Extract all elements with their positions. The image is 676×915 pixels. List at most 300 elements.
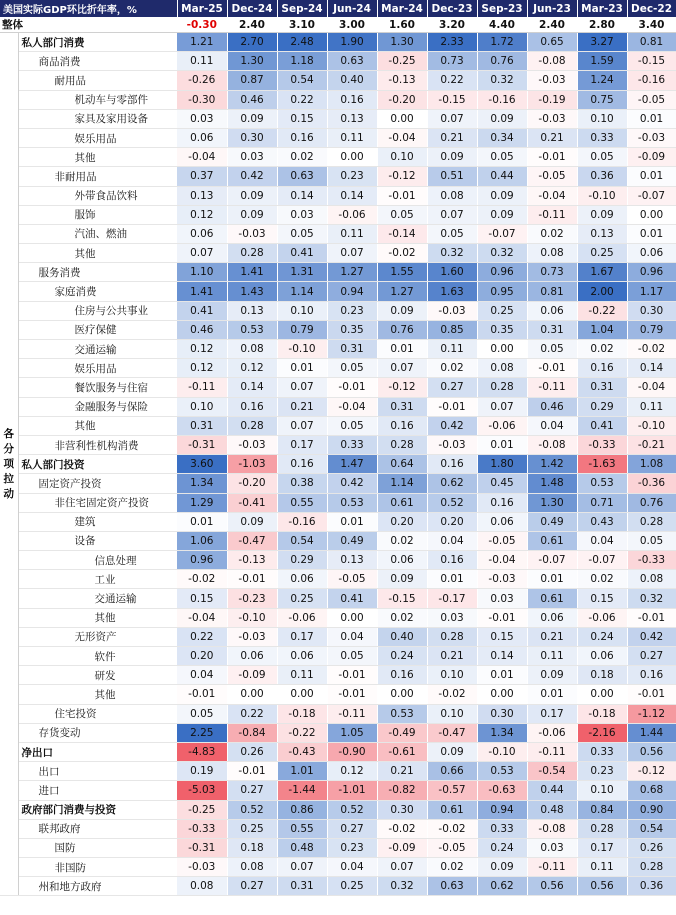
value-cell: 0.00 [377, 109, 427, 128]
value-cell: -0.01 [327, 666, 377, 685]
value-cell: 0.21 [527, 128, 577, 147]
value-cell: 0.13 [177, 186, 227, 205]
value-cell: 0.07 [177, 244, 227, 263]
value-cell: 0.01 [527, 570, 577, 589]
row-label: 机动车与零部件 [18, 90, 177, 109]
value-cell: 0.26 [627, 838, 676, 857]
row-label: 私人部门消费 [18, 33, 177, 52]
value-cell: 0.01 [477, 435, 527, 454]
value-cell: 0.00 [477, 340, 527, 359]
value-cell: 0.07 [427, 109, 477, 128]
value-cell: 0.11 [327, 224, 377, 243]
value-cell: 0.09 [377, 301, 427, 320]
value-cell: 0.16 [277, 128, 327, 147]
value-cell: 1.63 [427, 282, 477, 301]
value-cell: 0.02 [277, 148, 327, 167]
value-cell: 0.09 [477, 858, 527, 877]
table-row [0, 493, 676, 512]
value-cell: 0.20 [377, 512, 427, 531]
period-header: Mar-25 [177, 0, 227, 17]
value-cell: 0.05 [477, 148, 527, 167]
value-cell: 0.10 [577, 109, 627, 128]
value-cell: 1.80 [477, 455, 527, 474]
value-cell: -0.03 [227, 627, 277, 646]
table-row [0, 435, 676, 454]
value-cell: 1.14 [377, 474, 427, 493]
value-cell: -0.41 [227, 493, 277, 512]
value-cell: 0.09 [477, 205, 527, 224]
value-cell: -0.04 [177, 608, 227, 627]
value-cell: 0.09 [227, 109, 277, 128]
table-title: 美国实际GDP环比折年率，% [0, 0, 177, 17]
value-cell: -0.36 [627, 474, 676, 493]
value-cell: 0.52 [427, 493, 477, 512]
value-cell: 0.28 [227, 244, 277, 263]
value-cell: 0.00 [577, 685, 627, 704]
period-header: Jun-24 [327, 0, 377, 17]
value-cell: 0.06 [627, 244, 676, 263]
value-cell: -0.06 [327, 205, 377, 224]
value-cell: 0.11 [277, 666, 327, 685]
value-cell: 0.44 [477, 167, 527, 186]
value-cell: -0.01 [227, 762, 277, 781]
value-cell: 0.26 [227, 742, 277, 761]
value-cell: -1.63 [577, 455, 627, 474]
value-cell: 0.22 [427, 71, 477, 90]
value-cell: 1.42 [527, 455, 577, 474]
value-cell: -0.07 [527, 551, 577, 570]
value-cell: -0.03 [527, 109, 577, 128]
value-cell: 0.45 [477, 474, 527, 493]
value-cell: 0.05 [177, 704, 227, 723]
value-cell: 0.06 [377, 551, 427, 570]
value-cell: -0.02 [427, 685, 477, 704]
value-cell: 0.16 [577, 359, 627, 378]
value-cell: 0.54 [627, 819, 676, 838]
value-cell: 0.04 [327, 627, 377, 646]
table-row [0, 551, 676, 570]
value-cell: -0.03 [627, 128, 676, 147]
value-cell: 0.65 [527, 33, 577, 52]
value-cell: 0.28 [377, 435, 427, 454]
table-row [0, 205, 676, 224]
value-cell: 0.96 [177, 551, 227, 570]
value-cell: 0.71 [577, 493, 627, 512]
table-row [0, 570, 676, 589]
value-cell: -0.04 [177, 148, 227, 167]
period-header: Mar-24 [377, 0, 427, 17]
value-cell: 0.01 [477, 666, 527, 685]
row-label: 固定资产投资 [18, 474, 177, 493]
value-cell: -0.30 [177, 90, 227, 109]
value-cell: 0.07 [377, 858, 427, 877]
value-cell: 0.09 [527, 666, 577, 685]
value-cell: 0.62 [427, 474, 477, 493]
value-cell: 0.29 [277, 551, 327, 570]
overall-value: 2.40 [227, 17, 277, 33]
value-cell: -0.31 [177, 435, 227, 454]
value-cell: -0.11 [527, 378, 577, 397]
value-cell: 0.15 [577, 589, 627, 608]
value-cell: 0.01 [377, 340, 427, 359]
value-cell: 0.08 [227, 858, 277, 877]
value-cell: 0.52 [327, 800, 377, 819]
value-cell: 0.05 [277, 224, 327, 243]
value-cell: -0.63 [477, 781, 527, 800]
value-cell: 0.84 [577, 800, 627, 819]
value-cell: 0.06 [177, 224, 227, 243]
value-cell: -0.04 [477, 551, 527, 570]
value-cell: 0.14 [327, 186, 377, 205]
table-row [0, 531, 676, 550]
value-cell: 0.25 [327, 877, 377, 896]
row-label: 其他 [18, 244, 177, 263]
value-cell: 0.75 [577, 90, 627, 109]
value-cell: 0.09 [227, 186, 277, 205]
value-cell: 0.27 [227, 781, 277, 800]
value-cell: 0.09 [377, 570, 427, 589]
row-label: 信息处理 [18, 551, 177, 570]
row-label: 家具及家用设备 [18, 109, 177, 128]
value-cell: -0.15 [627, 52, 676, 71]
value-cell: 0.68 [627, 781, 676, 800]
value-cell: 0.38 [277, 474, 327, 493]
value-cell: 0.11 [177, 52, 227, 71]
value-cell: 0.07 [277, 416, 327, 435]
value-cell: 0.79 [277, 320, 327, 339]
table-row [0, 244, 676, 263]
value-cell: 0.00 [277, 685, 327, 704]
value-cell: -0.16 [627, 71, 676, 90]
value-cell: 0.30 [227, 128, 277, 147]
value-cell: 1.14 [277, 282, 327, 301]
value-cell: 0.25 [277, 589, 327, 608]
value-cell: -0.10 [227, 608, 277, 627]
value-cell: 0.06 [577, 647, 627, 666]
value-cell: 0.02 [577, 340, 627, 359]
row-label: 进口 [18, 781, 177, 800]
value-cell: 0.12 [227, 359, 277, 378]
value-cell: 0.24 [477, 838, 527, 857]
value-cell: 1.30 [527, 493, 577, 512]
value-cell: 1.55 [377, 263, 427, 282]
value-cell: -0.18 [277, 704, 327, 723]
value-cell: 0.24 [377, 647, 427, 666]
value-cell: 0.09 [477, 109, 527, 128]
row-label: 娱乐用品 [18, 359, 177, 378]
value-cell: -0.61 [377, 742, 427, 761]
value-cell: -0.05 [627, 90, 676, 109]
value-cell: 0.07 [277, 378, 327, 397]
value-cell: 0.76 [477, 52, 527, 71]
value-cell: 0.05 [327, 647, 377, 666]
value-cell: 0.28 [577, 819, 627, 838]
table-row [0, 90, 676, 109]
value-cell: 0.00 [377, 685, 427, 704]
row-label: 餐饮服务与住宿 [18, 378, 177, 397]
row-label: 其他 [18, 608, 177, 627]
row-label: 娱乐用品 [18, 128, 177, 147]
table-row [0, 474, 676, 493]
value-cell: 0.95 [477, 282, 527, 301]
value-cell: 0.31 [277, 877, 327, 896]
table-row [0, 282, 676, 301]
value-cell: 0.08 [477, 359, 527, 378]
row-label: 其他 [18, 685, 177, 704]
value-cell: 0.96 [627, 263, 676, 282]
value-cell: 0.21 [527, 627, 577, 646]
value-cell: -0.31 [177, 838, 227, 857]
table-row [0, 167, 676, 186]
value-cell: 0.53 [327, 493, 377, 512]
value-cell: 1.05 [327, 723, 377, 742]
value-cell: 0.08 [227, 340, 277, 359]
table-row [0, 742, 676, 761]
row-label: 非住宅固定资产投资 [18, 493, 177, 512]
value-cell: -0.09 [227, 666, 277, 685]
value-cell: 0.17 [527, 704, 577, 723]
value-cell: -0.04 [527, 186, 577, 205]
value-cell: 0.32 [627, 589, 676, 608]
value-cell: -0.11 [177, 378, 227, 397]
value-cell: 0.06 [177, 128, 227, 147]
value-cell: 0.00 [327, 148, 377, 167]
value-cell: 0.25 [577, 244, 627, 263]
value-cell: 0.01 [627, 167, 676, 186]
value-cell: 0.96 [477, 263, 527, 282]
table-row [0, 186, 676, 205]
value-cell: 0.64 [377, 455, 427, 474]
value-cell: 0.02 [377, 608, 427, 627]
value-cell: -0.01 [177, 685, 227, 704]
value-cell: 0.14 [277, 186, 327, 205]
value-cell: 0.01 [627, 224, 676, 243]
row-label: 出口 [18, 762, 177, 781]
value-cell: 0.01 [427, 570, 477, 589]
value-cell: 0.11 [577, 858, 627, 877]
overall-value: 1.60 [377, 17, 427, 33]
value-cell: -0.05 [477, 531, 527, 550]
value-cell: 0.04 [327, 858, 377, 877]
value-cell: 0.17 [577, 838, 627, 857]
value-cell: 0.16 [427, 551, 477, 570]
value-cell: 0.48 [277, 838, 327, 857]
value-cell: -4.83 [177, 742, 227, 761]
value-cell: 0.19 [177, 762, 227, 781]
value-cell: -0.11 [527, 205, 577, 224]
value-cell: -0.01 [377, 186, 427, 205]
value-cell: 1.59 [577, 52, 627, 71]
value-cell: 0.30 [477, 704, 527, 723]
value-cell: 0.76 [377, 320, 427, 339]
table-row [0, 301, 676, 320]
side-label: 各分项拉动 [0, 33, 18, 896]
value-cell: 0.17 [277, 627, 327, 646]
value-cell: 0.32 [477, 244, 527, 263]
value-cell: 0.49 [527, 512, 577, 531]
value-cell: 0.51 [427, 167, 477, 186]
value-cell: 1.67 [577, 263, 627, 282]
value-cell: 0.40 [327, 71, 377, 90]
value-cell: 0.01 [177, 512, 227, 531]
value-cell: -0.47 [427, 723, 477, 742]
value-cell: 0.03 [277, 205, 327, 224]
value-cell: 1.47 [327, 455, 377, 474]
value-cell: 0.12 [177, 359, 227, 378]
value-cell: 1.27 [377, 282, 427, 301]
value-cell: 0.44 [527, 781, 577, 800]
value-cell: -0.22 [277, 723, 327, 742]
value-cell: 0.05 [577, 148, 627, 167]
value-cell: 0.13 [327, 109, 377, 128]
value-cell: 0.13 [327, 551, 377, 570]
value-cell: 0.35 [327, 320, 377, 339]
value-cell: 0.36 [577, 167, 627, 186]
value-cell: -0.05 [327, 570, 377, 589]
value-cell: 0.34 [477, 128, 527, 147]
value-cell: 0.18 [577, 666, 627, 685]
value-cell: 0.10 [177, 397, 227, 416]
value-cell: 1.01 [277, 762, 327, 781]
row-label: 非耐用品 [18, 167, 177, 186]
overall-value: 3.00 [327, 17, 377, 33]
table-row [0, 148, 676, 167]
table-row [0, 224, 676, 243]
row-label: 软件 [18, 647, 177, 666]
value-cell: 0.23 [577, 762, 627, 781]
table-row [0, 455, 676, 474]
value-cell: 1.27 [327, 263, 377, 282]
overall-value: 3.40 [627, 17, 676, 33]
value-cell: 0.73 [427, 52, 477, 71]
value-cell: 0.56 [577, 877, 627, 896]
overall-value: 2.40 [527, 17, 577, 33]
value-cell: 0.53 [577, 474, 627, 493]
value-cell: 1.31 [277, 263, 327, 282]
value-cell: 1.08 [627, 455, 676, 474]
value-cell: -0.90 [327, 742, 377, 761]
value-cell: 0.12 [177, 340, 227, 359]
value-cell: -0.13 [377, 71, 427, 90]
value-cell: 0.14 [227, 378, 277, 397]
row-label: 无形资产 [18, 627, 177, 646]
value-cell: 0.06 [477, 512, 527, 531]
row-label: 外带食品饮料 [18, 186, 177, 205]
value-cell: 0.02 [577, 570, 627, 589]
value-cell: -0.07 [577, 551, 627, 570]
value-cell: -0.06 [527, 723, 577, 742]
overall-value: 3.10 [277, 17, 327, 33]
value-cell: -0.06 [577, 608, 627, 627]
value-cell: 0.11 [527, 647, 577, 666]
value-cell: 0.01 [627, 109, 676, 128]
overall-value: 2.80 [577, 17, 627, 33]
table-row [0, 781, 676, 800]
value-cell: 0.61 [427, 800, 477, 819]
value-cell: -0.04 [377, 128, 427, 147]
value-cell: 0.05 [327, 359, 377, 378]
value-cell: -0.18 [577, 704, 627, 723]
value-cell: 0.16 [327, 90, 377, 109]
value-cell: 2.25 [177, 723, 227, 742]
row-label: 其他 [18, 148, 177, 167]
value-cell: 0.13 [227, 301, 277, 320]
value-cell: -0.02 [427, 819, 477, 838]
value-cell: 0.04 [177, 666, 227, 685]
value-cell: 0.55 [277, 493, 327, 512]
value-cell: 0.08 [427, 186, 477, 205]
value-cell: 0.30 [377, 800, 427, 819]
row-label: 家庭消费 [18, 282, 177, 301]
value-cell: 0.79 [627, 320, 676, 339]
value-cell: 0.06 [227, 647, 277, 666]
value-cell: 0.33 [577, 742, 627, 761]
value-cell: 0.81 [627, 33, 676, 52]
header-row [0, 0, 676, 17]
value-cell: 0.07 [277, 858, 327, 877]
value-cell: 0.33 [477, 819, 527, 838]
value-cell: 0.61 [377, 493, 427, 512]
value-cell: 1.18 [277, 52, 327, 71]
value-cell: 0.20 [427, 512, 477, 531]
row-label: 住宅投资 [18, 704, 177, 723]
table-row [0, 359, 676, 378]
value-cell: -0.10 [577, 186, 627, 205]
value-cell: -0.01 [327, 685, 377, 704]
value-cell: -0.04 [627, 378, 676, 397]
value-cell: 0.00 [627, 205, 676, 224]
value-cell: -0.19 [527, 90, 577, 109]
value-cell: 0.09 [577, 205, 627, 224]
value-cell: -0.01 [427, 397, 477, 416]
value-cell: 0.54 [277, 71, 327, 90]
value-cell: 0.55 [277, 819, 327, 838]
value-cell: 0.27 [327, 819, 377, 838]
value-cell: 0.11 [327, 128, 377, 147]
table-row [0, 647, 676, 666]
value-cell: 0.56 [627, 742, 676, 761]
row-label: 其他 [18, 416, 177, 435]
value-cell: 0.05 [377, 205, 427, 224]
value-cell: -0.01 [627, 608, 676, 627]
value-cell: 0.27 [427, 378, 477, 397]
table-row [0, 263, 676, 282]
value-cell: 0.76 [627, 493, 676, 512]
value-cell: -0.47 [227, 531, 277, 550]
value-cell: 0.90 [627, 800, 676, 819]
value-cell: 0.42 [627, 627, 676, 646]
value-cell: -0.84 [227, 723, 277, 742]
table-row [0, 704, 676, 723]
value-cell: 0.16 [477, 493, 527, 512]
value-cell: 0.12 [327, 762, 377, 781]
value-cell: 0.37 [177, 167, 227, 186]
value-cell: -0.11 [527, 742, 577, 761]
value-cell: 1.34 [477, 723, 527, 742]
value-cell: 0.03 [177, 109, 227, 128]
value-cell: 0.06 [277, 570, 327, 589]
value-cell: 1.17 [627, 282, 676, 301]
value-cell: 1.24 [577, 71, 627, 90]
value-cell: 0.08 [627, 570, 676, 589]
value-cell: 0.73 [527, 263, 577, 282]
value-cell: 0.21 [427, 128, 477, 147]
value-cell: 0.28 [627, 512, 676, 531]
value-cell: 0.46 [527, 397, 577, 416]
period-header: Sep-24 [277, 0, 327, 17]
value-cell: 2.70 [227, 33, 277, 52]
table-row [0, 52, 676, 71]
